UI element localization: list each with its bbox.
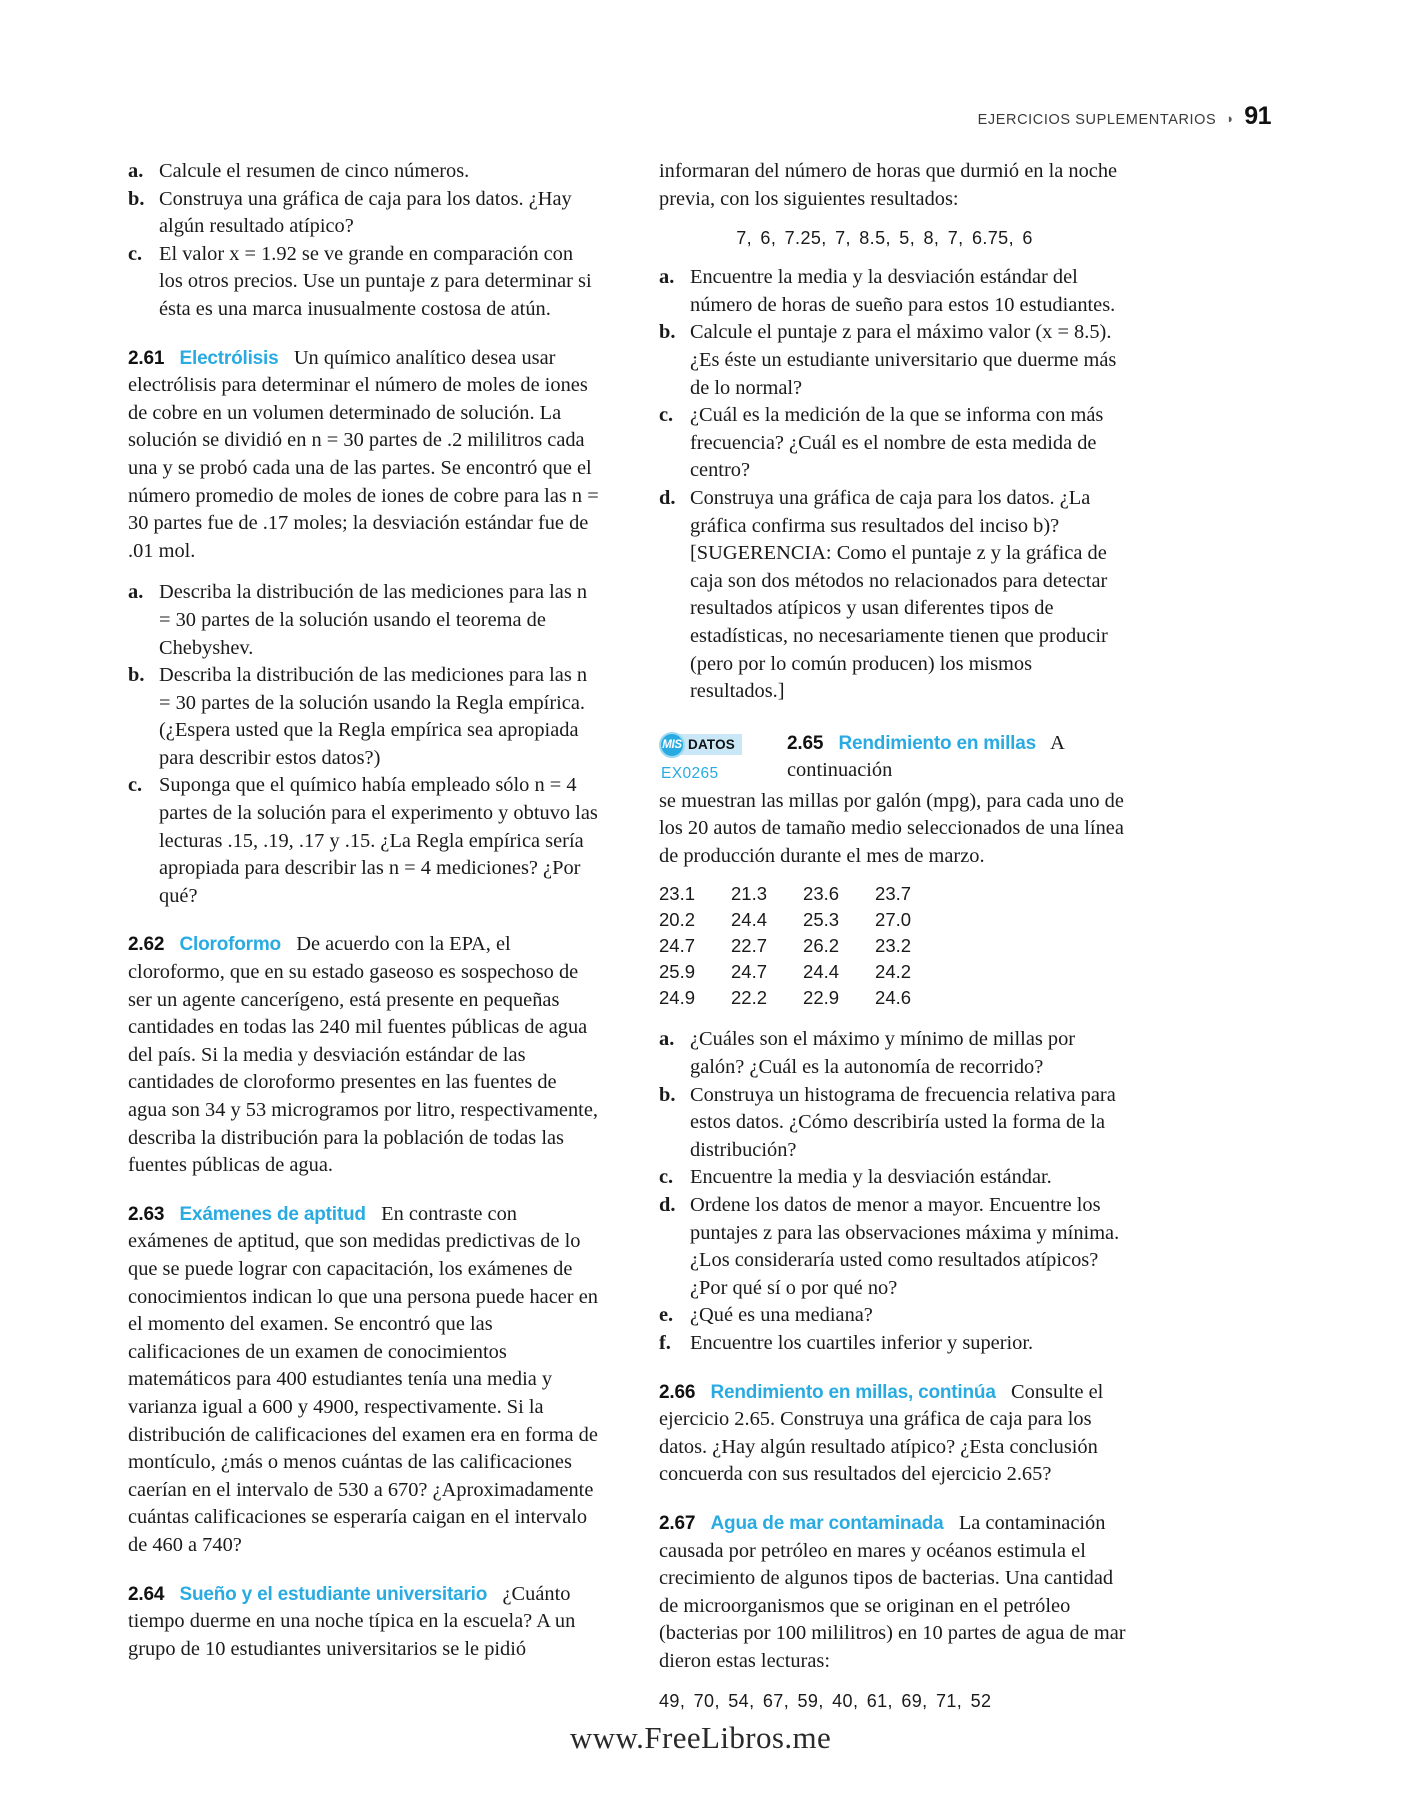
table-cell: 24.4	[731, 909, 768, 931]
carryover-list	[128, 158, 599, 324]
exercise-2-64	[128, 1581, 599, 1664]
exercise-number: 2.67	[659, 1512, 696, 1534]
right-column	[659, 158, 1130, 1727]
table-cell: 26.2	[803, 935, 840, 957]
list-item	[659, 1330, 1130, 1358]
table-cell: 22.2	[731, 987, 768, 1009]
exercise-2-61	[128, 345, 599, 566]
list-item	[128, 158, 599, 186]
list-item-text: Describa la distribución de las mediciones para las n = 30 partes de la solución usando el teorema de Chebyshev.	[159, 581, 588, 659]
datos-tag	[679, 734, 742, 755]
exercise-number: 2.61	[128, 347, 165, 369]
seawater-bacteria-data: 49, 70, 54, 67, 59, 40, 61, 69, 71, 52	[659, 1690, 992, 1711]
table-row	[659, 935, 947, 961]
list-item-text: Calcule el puntaje z para el máximo valor (x = 8.5). ¿Es éste un estudiante universitario que duerme más de lo normal?	[690, 321, 1117, 399]
list-item-text: Encuentre la media y la desviación estándar.	[690, 1166, 1052, 1189]
list-item-text: ¿Cuáles son el máximo y mínimo de millas por galón? ¿Cuál es la autonomía de recorrido?	[690, 1028, 1076, 1079]
list-item-text: Construya una gráfica de caja para los datos. ¿Hay algún resultado atípico?	[159, 187, 572, 238]
exercise-title: Sueño y el estudiante universitario	[179, 1583, 488, 1605]
list-item-marker: e.	[659, 1304, 674, 1327]
table-cell: 25.9	[659, 961, 696, 983]
running-head-bullet-icon: ◗	[1226, 111, 1235, 126]
table-cell: 24.9	[659, 987, 696, 1009]
running-head-title: EJERCICIOS SUPLEMENTARIOS	[977, 112, 1217, 128]
mpg-data-table	[659, 883, 947, 1013]
badge-pill	[659, 732, 777, 758]
list-item-marker: d.	[659, 1194, 676, 1217]
list-item	[128, 662, 599, 772]
table-row	[659, 909, 947, 935]
list-item	[659, 1164, 1130, 1192]
exercise-2-63	[128, 1201, 599, 1560]
exercise-body: Consulte el ejercicio 2.65. Construya una gráfica de caja para los datos. ¿Hay algún resultado atípico? ¿Esta conclusión concuerda con sus resultados del ejercicio 2.65?	[659, 1380, 1104, 1486]
list-item-text: Describa la distribución de las mediciones para las n = 30 partes de la solución usando la Regla empírica. (¿Espera usted que la Regla empírica sea apropiada para describir estos datos?)	[159, 664, 588, 769]
table-cell: 24.6	[875, 987, 912, 1009]
list-item-marker: b.	[128, 187, 145, 210]
list-item-marker: c.	[659, 1166, 674, 1189]
list-item	[659, 264, 1130, 319]
table-row	[659, 987, 947, 1013]
table-cell: 21.3	[731, 883, 768, 905]
exercise-body: De acuerdo con la EPA, el cloroformo, que en su estado gaseoso es sospechoso de ser un agente cancerígeno, está presente en pequeñas cantidades en todas las 240 mil fuentes públicas de agua del país. Si la media y desviación estándar de las cantidades de cloroformo presentes en las fuentes de agua son 34 y 53 microgramos por litro, respectivamente, describa la distribución para la población de todas las fuentes públicas de agua.	[128, 933, 598, 1177]
exercise-title: Electrólisis	[179, 347, 279, 369]
table-cell: 24.4	[803, 961, 840, 983]
sleep-hours-data: 7, 6, 7.25, 7, 8.5, 5, 8, 7, 6.75, 6	[736, 228, 1033, 249]
table-cell: 22.7	[731, 935, 768, 957]
list-item-marker: a.	[128, 160, 144, 182]
list-item-marker: d.	[659, 486, 676, 509]
exercise-number: 2.63	[128, 1203, 165, 1225]
exercise-title: Exámenes de aptitud	[179, 1203, 366, 1225]
page-number: 91	[1244, 102, 1271, 130]
exercise-title: Rendimiento en millas	[838, 732, 1036, 754]
exercise-number: 2.64	[128, 1583, 165, 1605]
list-item-marker: c.	[128, 242, 143, 265]
running-head	[978, 102, 1271, 131]
list-item	[659, 1026, 1130, 1081]
list-item-text: ¿Qué es una mediana?	[690, 1304, 873, 1327]
exercise-title: Cloroformo	[179, 934, 281, 956]
table-cell: 24.7	[659, 935, 696, 957]
table-cell: 27.0	[875, 909, 912, 931]
exercise-body: ¿Cuánto tiempo duerme en una noche típica en la escuela? A un grupo de 10 estudiantes universitarios se le pidió	[128, 1582, 576, 1660]
list-item	[128, 579, 599, 662]
exercise-title: Rendimiento en millas, continúa	[710, 1381, 996, 1403]
list-item	[128, 186, 599, 241]
exercise-body: Un químico analítico desea usar electrólisis para determinar el número de moles de iones de cobre en un volumen determinado de solución. La solución se dividió en n = 30 partes de .2 mililitros cada una y se probó cada una de las partes. Se encontró que el número promedio de moles de iones de cobre para las n = 30 partes fue de .17 moles; la desviación estándar fue de .01 mol.	[128, 346, 599, 562]
table-cell: 23.7	[875, 883, 912, 905]
list-item-marker: f.	[659, 1332, 671, 1354]
list-item-text: Suponga que el químico había empleado sólo n = 4 partes de la solución para el experimento y obtuvo las lecturas .15, .19, .17 y .15. ¿La Regla empírica sería apropiada para describir las n = 4 mediciones? ¿Por qué?	[159, 774, 598, 907]
left-column	[128, 158, 599, 1727]
list-item	[659, 485, 1130, 706]
table-row	[659, 883, 947, 909]
list-item-text: Ordene los datos de menor a mayor. Encuentre los puntajes z para las observaciones máxima y mínima. ¿Los consideraría usted como resultados atípicos? ¿Por qué sí o por qué no?	[690, 1194, 1120, 1299]
list-item-marker: c.	[128, 774, 143, 797]
table-cell: 24.2	[875, 961, 912, 983]
list-item-marker: a.	[128, 581, 144, 604]
two-column-body	[128, 158, 1130, 1727]
table-cell: 23.2	[875, 935, 912, 957]
table-row	[659, 961, 947, 987]
list-item-text: Encuentre los cuartiles inferior y superior.	[690, 1332, 1034, 1354]
list-item-marker: b.	[659, 1083, 676, 1106]
mis-datos-badge	[659, 732, 777, 783]
table-cell: 23.6	[803, 883, 840, 905]
list-item	[659, 402, 1130, 485]
footer-watermark: www.FreeLibros.me	[569, 1720, 832, 1755]
datos-label: DATOS	[688, 737, 736, 753]
list-item-text: Calcule el resumen de cinco números.	[159, 160, 470, 182]
exercise-2-67	[659, 1510, 1130, 1676]
list-item-text: Construya una gráfica de caja para los datos. ¿La gráfica confirma sus resultados del inciso b)? [SUGERENCIA: Como el puntaje z y la gráfica de caja son dos métodos no relacionados para detectar resultados atípicos y usan diferentes tipos de estadísticas, no necesariamente tienen que producir (pero por lo común producen) los mismos resultados.]	[690, 486, 1108, 703]
exercise-2-65-body: se muestran las millas por galón (mpg), para cada uno de los 20 autos de tamaño medio seleccionados de una línea de producción durante el mes de marzo.	[659, 789, 1124, 867]
exercise-2-65-title-line	[787, 730, 1130, 785]
list-item-text: Encuentre la media y la desviación estándar del número de horas de sueño para estos 10 estudiantes.	[690, 266, 1116, 316]
list-item-text: El valor x = 1.92 se ve grande en comparación con los otros precios. Use un puntaje z para determinar si ésta es una marca inusualmente costosa de atún.	[159, 242, 592, 320]
list-item-marker: c.	[659, 404, 674, 427]
footer	[0, 1720, 1401, 1756]
exercise-body-start: A continuación	[787, 731, 1064, 782]
table-cell: 23.1	[659, 883, 696, 905]
list-item-marker: b.	[128, 664, 145, 687]
table-cell: 24.7	[731, 961, 768, 983]
list-item	[659, 1302, 1130, 1330]
exercise-title: Agua de mar contaminada	[710, 1512, 944, 1534]
exercise-body: La contaminación causada por petróleo en mares y océanos estimula el crecimiento de algunos tipos de bacterias. Una cantidad de microorganismos que se originan en el petróleo (bacterias por 100 mililitros) en 10 partes de agua de mar dieron estas lecturas:	[659, 1511, 1126, 1672]
mis-circle-icon	[659, 732, 685, 758]
exercise-number: 2.66	[659, 1381, 696, 1403]
table-cell: 22.9	[803, 987, 840, 1009]
exercise-2-65-list	[659, 1026, 1130, 1357]
exercise-number: 2.65	[787, 732, 824, 754]
mis-label: MIS	[662, 738, 682, 751]
exercise-2-64-continued: informaran del número de horas que durmió en la noche previa, con los siguientes resultados:	[659, 160, 1118, 210]
list-item	[659, 1192, 1130, 1302]
list-item	[128, 772, 599, 910]
exercise-body: En contraste con exámenes de aptitud, que son medidas predictivas de lo que se puede lograr con capacitación, los exámenes de conocimientos indican lo que una persona puede hacer en el momento del examen. Se encontró que las calificaciones de un examen de conocimientos matemáticos para 400 estudiantes tenía una media y varianza igual a 600 y 4900, respectivamente. Si la distribución de calificaciones del examen era en forma de montículo, ¿más o menos cuántas de las calificaciones caerían en el intervalo de 530 a 670? ¿Aproximadamente cuántas calificaciones se esperaría caigan en el intervalo de 460 a 740?	[128, 1202, 598, 1556]
list-item-text: ¿Cuál es la medición de la que se informa con más frecuencia? ¿Cuál es el nombre de esta medida de centro?	[690, 404, 1104, 482]
exercise-2-66	[659, 1379, 1130, 1489]
exercise-2-65-header	[659, 730, 1130, 788]
exercise-2-62	[128, 931, 599, 1179]
list-item	[659, 1082, 1130, 1165]
list-item	[659, 319, 1130, 402]
list-item	[128, 241, 599, 324]
dataset-code: EX0265	[661, 764, 719, 782]
list-item-marker: b.	[659, 321, 676, 344]
exercise-2-61-list	[128, 579, 599, 910]
list-item-text: Construya un histograma de frecuencia relativa para estos datos. ¿Cómo describiría usted la forma de la distribución?	[690, 1083, 1116, 1161]
table-cell: 20.2	[659, 909, 696, 931]
table-cell: 25.3	[803, 909, 840, 931]
list-item-marker: a.	[659, 1028, 675, 1051]
exercise-number: 2.62	[128, 934, 165, 956]
exercise-2-64-list	[659, 264, 1130, 706]
list-item-marker: a.	[659, 266, 675, 289]
